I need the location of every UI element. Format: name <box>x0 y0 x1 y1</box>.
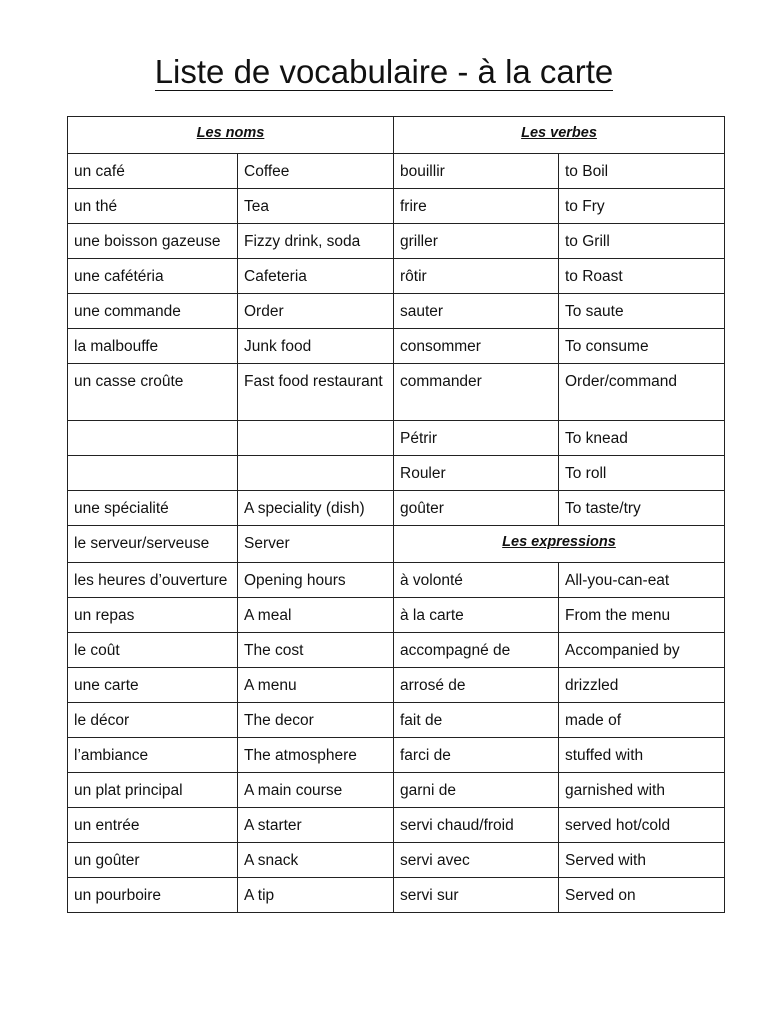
verb-french-cell: commander <box>394 364 559 421</box>
table-row <box>68 329 725 364</box>
verb-french-cell: servi sur <box>394 878 559 913</box>
header-les-expressions: Les expressions <box>394 526 725 563</box>
noun-english-cell: A main course <box>238 773 394 808</box>
verb-french-cell: Rouler <box>394 456 559 491</box>
noun-french-cell: un thé <box>68 189 238 224</box>
noun-french-cell: un entrée <box>68 808 238 843</box>
verb-english-cell: to Grill <box>559 224 725 259</box>
noun-french-cell: les heures d’ouverture <box>68 563 238 598</box>
noun-french-cell: un pourboire <box>68 878 238 913</box>
verb-french-cell: Pétrir <box>394 421 559 456</box>
verb-english-cell: To taste/try <box>559 491 725 526</box>
table-row <box>68 526 725 563</box>
header-les-verbes: Les verbes <box>394 117 725 154</box>
noun-french-cell: un repas <box>68 598 238 633</box>
noun-english-cell: Server <box>238 526 394 563</box>
verb-english-cell: Served with <box>559 843 725 878</box>
noun-english-cell: Coffee <box>238 154 394 189</box>
verb-english-cell: Served on <box>559 878 725 913</box>
table-row <box>68 703 725 738</box>
verb-english-cell: To saute <box>559 294 725 329</box>
noun-french-cell: une carte <box>68 668 238 703</box>
verb-french-cell: servi chaud/froid <box>394 808 559 843</box>
verb-english-cell: From the menu <box>559 598 725 633</box>
verb-french-cell: accompagné de <box>394 633 559 668</box>
table-row <box>68 456 725 491</box>
table-row <box>68 738 725 773</box>
noun-french-cell: une commande <box>68 294 238 329</box>
noun-english-cell: The atmosphere <box>238 738 394 773</box>
verb-english-cell: made of <box>559 703 725 738</box>
table-row <box>68 878 725 913</box>
verb-english-cell: to Fry <box>559 189 725 224</box>
table-row <box>68 224 725 259</box>
table-row <box>68 563 725 598</box>
verb-french-cell: griller <box>394 224 559 259</box>
table-row <box>68 808 725 843</box>
noun-english-cell: Cafeteria <box>238 259 394 294</box>
table-row <box>68 421 725 456</box>
noun-english-cell: Fast food restaurant <box>238 364 394 421</box>
noun-french-cell <box>68 456 238 491</box>
verb-french-cell: à volonté <box>394 563 559 598</box>
noun-french-cell: une spécialité <box>68 491 238 526</box>
table-row <box>68 294 725 329</box>
noun-french-cell: un casse croûte <box>68 364 238 421</box>
page-title <box>0 50 768 94</box>
verb-french-cell: bouillir <box>394 154 559 189</box>
noun-french-cell: une boisson gazeuse <box>68 224 238 259</box>
noun-english-cell: Tea <box>238 189 394 224</box>
table-row <box>68 598 725 633</box>
table-row <box>68 259 725 294</box>
verb-english-cell: To knead <box>559 421 725 456</box>
verb-english-cell: served hot/cold <box>559 808 725 843</box>
verb-french-cell: goûter <box>394 491 559 526</box>
noun-french-cell <box>68 421 238 456</box>
noun-french-cell: une cafétéria <box>68 259 238 294</box>
verb-french-cell: servi avec <box>394 843 559 878</box>
table-row <box>68 189 725 224</box>
noun-english-cell: Order <box>238 294 394 329</box>
noun-english-cell: A snack <box>238 843 394 878</box>
verb-english-cell: To consume <box>559 329 725 364</box>
verb-french-cell: fait de <box>394 703 559 738</box>
noun-english-cell: The cost <box>238 633 394 668</box>
verb-french-cell: garni de <box>394 773 559 808</box>
noun-french-cell: la malbouffe <box>68 329 238 364</box>
noun-french-cell: un plat principal <box>68 773 238 808</box>
verb-english-cell: to Roast <box>559 259 725 294</box>
noun-english-cell: Fizzy drink, soda <box>238 224 394 259</box>
noun-english-cell: A menu <box>238 668 394 703</box>
noun-french-cell: un goûter <box>68 843 238 878</box>
verb-french-cell: frire <box>394 189 559 224</box>
verb-english-cell: To roll <box>559 456 725 491</box>
noun-english-cell: A tip <box>238 878 394 913</box>
noun-english-cell <box>238 456 394 491</box>
verb-french-cell: rôtir <box>394 259 559 294</box>
noun-french-cell: le décor <box>68 703 238 738</box>
verb-english-cell: Order/command <box>559 364 725 421</box>
verb-english-cell: drizzled <box>559 668 725 703</box>
table-row <box>68 491 725 526</box>
noun-english-cell: The decor <box>238 703 394 738</box>
noun-english-cell: A meal <box>238 598 394 633</box>
table-row <box>68 364 725 421</box>
noun-english-cell <box>238 421 394 456</box>
verb-english-cell: All-you-can-eat <box>559 563 725 598</box>
noun-english-cell: A speciality (dish) <box>238 491 394 526</box>
verb-french-cell: arrosé de <box>394 668 559 703</box>
verb-english-cell: to Boil <box>559 154 725 189</box>
noun-french-cell: le serveur/serveuse <box>68 526 238 563</box>
table-row <box>68 773 725 808</box>
table-row <box>68 633 725 668</box>
verb-french-cell: farci de <box>394 738 559 773</box>
noun-english-cell: A starter <box>238 808 394 843</box>
vocabulary-table <box>67 116 725 913</box>
verb-french-cell: sauter <box>394 294 559 329</box>
noun-french-cell: le coût <box>68 633 238 668</box>
table-row <box>68 843 725 878</box>
noun-french-cell: un café <box>68 154 238 189</box>
table-row <box>68 154 725 189</box>
noun-english-cell: Opening hours <box>238 563 394 598</box>
verb-english-cell: Accompanied by <box>559 633 725 668</box>
table-header-row <box>68 117 725 154</box>
verb-french-cell: consommer <box>394 329 559 364</box>
table-row <box>68 668 725 703</box>
noun-english-cell: Junk food <box>238 329 394 364</box>
verb-english-cell: garnished with <box>559 773 725 808</box>
page-title-text: Liste de vocabulaire - à la carte <box>154 53 614 90</box>
verb-english-cell: stuffed with <box>559 738 725 773</box>
header-les-noms: Les noms <box>68 117 394 154</box>
noun-french-cell: l’ambiance <box>68 738 238 773</box>
verb-french-cell: à la carte <box>394 598 559 633</box>
